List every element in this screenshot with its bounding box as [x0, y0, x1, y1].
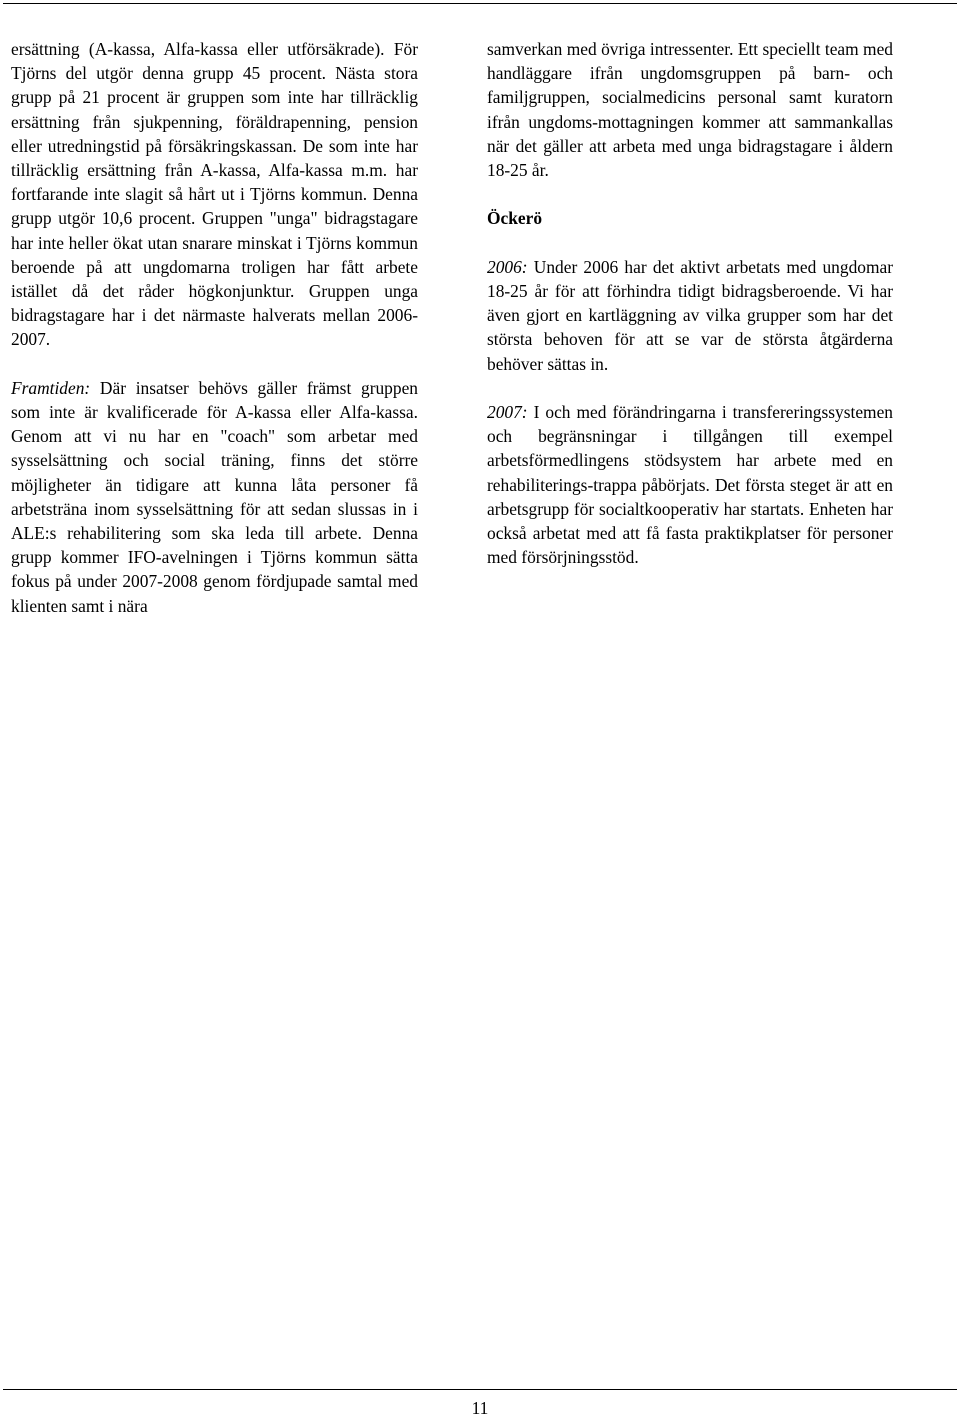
page-number: 11	[471, 1398, 489, 1418]
right-paragraph-2006	[487, 255, 893, 376]
bottom-rule	[3, 1389, 957, 1390]
framtiden-text: Där insatser behövs gäller främst gruppen som inte är kvalificerade för A-kassa eller Alfa-kassa. Genom att vi nu har en "coach" som arbetar med sysselsättning och social träning, finns det större möjligheter än tidigare att kunna låta personer få arbetsträna inom sysselsättning för att sedan slussas in i ALE:s rehabilitering som ska leda till arbete. Denna grupp kommer IFO-avelningen i Tjörns kommun sätta fokus på under 2007-2008 genom fördjupade samtal med klienten samt i nära	[11, 377, 418, 616]
year-2006-text: Under 2006 har det aktivt arbetats med ungdomar 18-25 år för att förhindra tidigt bidragsberoende. Vi har även gjort en kartläggning av vilka grupper som har det största behoven för att se var de största åtgärderna behöver sättas in.	[487, 256, 893, 374]
year-2007-text: I och med förändringarna i transfereringssystemen och begränsningar i tillgången till exempel arbetsförmedlingens stödsystem har arbete med en rehabiliterings-trappa påbörjats. Det första steget är att en arbetsgrupp för socialtkooperativ har startats. Enheten har också arbetat med att få fasta praktikplatser för personer med försörjningsstöd.	[487, 402, 893, 568]
framtiden-label: Framtiden:	[11, 377, 91, 398]
left-paragraph-framtiden	[11, 376, 418, 618]
year-2007-label: 2007:	[487, 402, 528, 422]
right-paragraph-samverkan: samverkan med övriga intressenter. Ett speciellt team med handläggare ifrån ungdomsgruppen på barn- och familjgruppen, socialmedicins personal samt kuratorn ifrån ungdoms-mottagningen kommer att sammankallas när det gäller att arbeta med unga bidragstagare i åldern 18-25 år.	[487, 39, 893, 181]
section-heading-ockero: Öckerö	[487, 208, 543, 229]
left-column	[11, 37, 418, 618]
top-rule	[3, 3, 957, 4]
left-paragraph-statistics: ersättning (A-kassa, Alfa-kassa eller utförsäkrade). För Tjörns del utgör denna grupp 45 procent. Nästa stora grupp på 21 procent är gruppen som inte har tillräcklig ersättning från sjukpenning, föräldrapenning, pension eller utredningstid på försäkringskassan. De som inte har tillräcklig ersättning från A-kassa, Alfa-kassa m.m. har fortfarande inte slagit så hårt ut i Tjörns kommun. Denna grupp utgör 10,6 procent. Gruppen "unga" bidragstagare har inte heller ökat utan snarare minskat i Tjörns kommun beroende på att ungdomarna troligen har fått arbete istället då det råder högkonjunktur. Gruppen unga bidragstagare har i det närmaste halverats mellan 2006-2007.	[11, 39, 418, 350]
year-2006-label: 2006:	[487, 256, 528, 277]
right-column	[487, 37, 893, 569]
right-paragraph-2007	[487, 400, 893, 569]
